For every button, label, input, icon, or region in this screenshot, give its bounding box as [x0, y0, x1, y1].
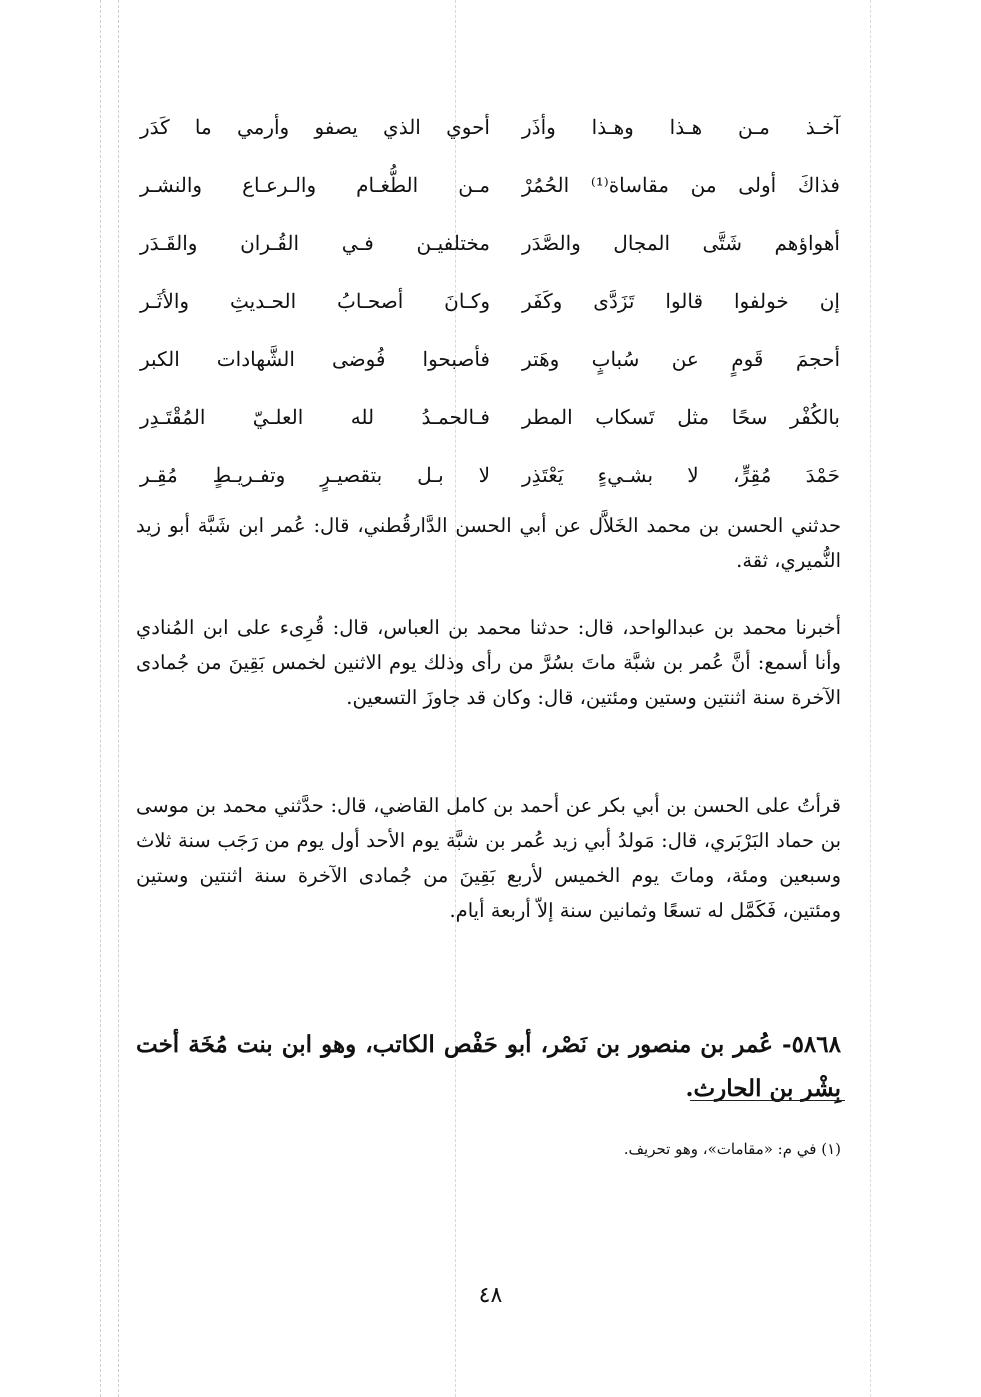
poem-verse — [140, 446, 840, 504]
biography-entry-heading: ٥٨٦٨- عُمر بن منصور بن نَصْر، أبو حَفْص الكاتب، وهو ابن بنت مُخَة أخت بِشْر بن الحارث. — [136, 1031, 841, 1102]
verse-first-hemistich: أهواؤهم شَتَّى المجال والصَّدَر — [522, 231, 840, 255]
poem — [140, 98, 840, 504]
verse-first-hemistich: فذاكَ أولى من مقاساة⁽¹⁾ الحُمُرْ — [522, 173, 840, 197]
footnote: (١) في م: «مقامات»، وهو تحريف. — [623, 1140, 841, 1158]
footnote-divider — [690, 1100, 845, 1101]
verse-first-hemistich: حَمْدَ مُقِرٍّ، لا بشـيءٍ يَعْتَذِر — [522, 463, 840, 487]
poem-verse — [140, 214, 840, 272]
narration-paragraph: قرأتُ على الحسن بن أبي بكر عن أحمد بن كامل القاضي، قال: حدَّثني محمد بن موسى بن حماد البَرْبَري، قال: مَولدُ أبي زيد عُمر بن شبَّة يوم الأحد أول يوم من رَجَب سنة ثلاث وسبعين ومئة، وماتَ يوم الخميس لأربع بَقِينَ من جُمادى الآخرة سنة اثنتين وستين ومئتين، فَكَمَّل له تسعًا وثمانين سنة إلاّ أربعة أيام. — [136, 793, 841, 922]
scan-artifact-line — [100, 0, 101, 1397]
verse-first-hemistich: آخـذ مـن هـذا وهـذا وأذَر — [522, 115, 840, 139]
verse-second-hemistich: فأصبحوا فُوضى الشَّهادات الكبر — [140, 347, 490, 371]
verse-first-hemistich: إن خولفوا قالوا تَزَدَّى وكَفَر — [522, 289, 840, 313]
verse-second-hemistich: أحوي الذي يصفو وأرمي ما كَدَر — [140, 115, 490, 139]
page-number: ٤٨ — [478, 1283, 503, 1308]
poem-verse — [140, 388, 840, 446]
narration-paragraph: حدثني الحسن بن محمد الخَلاَّل عن أبي الحسن الدَّارقُطني، قال: عُمر ابن شَبَّة أبو زيد النُّميري، ثقة. — [136, 513, 841, 572]
narration-paragraph: أخبرنا محمد بن عبدالواحد، قال: حدثنا محمد بن العباس، قال: قُرِىء على ابن المُنادي وأنا أسمع: أنَّ عُمر بن شبَّة ماتَ بسُرَّ من رأى وذلك يوم الاثنين لخمس بَقِينَ من جُمادى الآخرة سنة اثنتين وستين ومئتين، قال: وكان قد جاوزَ التسعين. — [136, 615, 841, 709]
verse-second-hemistich: لا بـل بتقصيـرٍ وتفـريـطٍ مُقِـر — [140, 463, 490, 487]
verse-second-hemistich: مختلفيـن فـي القُـران والقَـدَر — [140, 231, 490, 255]
verse-first-hemistich: أحجمَ قَومٍ عن سُبابٍ وهَتر — [522, 347, 840, 371]
poem-verse — [140, 272, 840, 330]
verse-second-hemistich: وكـانَ أصحـابُ الحـديثِ والأثَـر — [140, 289, 490, 313]
poem-verse — [140, 330, 840, 388]
scan-artifact-line — [118, 0, 119, 1397]
verse-second-hemistich: فـالحمـدُ لله العلـيّ المُقْتَـدِر — [140, 405, 490, 429]
poem-verse — [140, 156, 840, 214]
poem-verse — [140, 98, 840, 156]
verse-second-hemistich: مـن الطُّغـام والـرعـاع والنشـر — [140, 173, 490, 197]
verse-first-hemistich: بالكُفْر سحًا مثل تَسكاب المطر — [522, 405, 840, 429]
scan-artifact-line — [870, 0, 871, 1397]
